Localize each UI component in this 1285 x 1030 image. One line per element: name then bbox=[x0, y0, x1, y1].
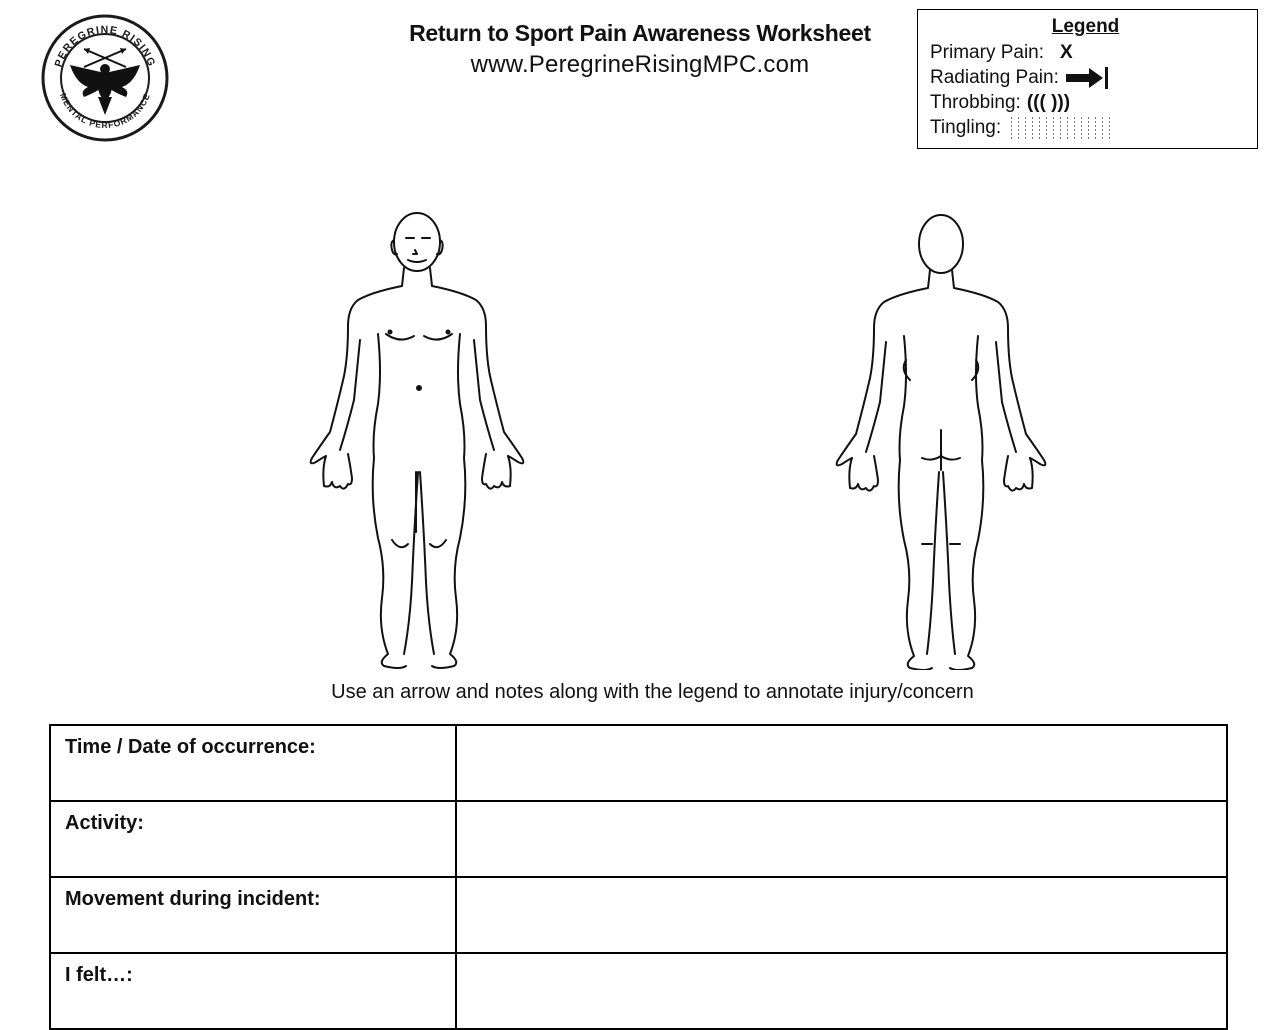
logo-top-text: PEREGRINE RISING bbox=[52, 23, 158, 69]
logo-bottom-text: MENTAL PERFORMANCE bbox=[57, 91, 152, 131]
legend-label: Tingling: bbox=[930, 116, 1002, 138]
legend-box bbox=[917, 9, 1258, 149]
table-row bbox=[50, 953, 1227, 1029]
table-row bbox=[50, 725, 1227, 801]
table-row bbox=[50, 877, 1227, 953]
time-date-field[interactable] bbox=[456, 725, 1227, 801]
movement-field[interactable] bbox=[456, 877, 1227, 953]
activity-field[interactable] bbox=[456, 801, 1227, 877]
page-header bbox=[330, 20, 950, 79]
legend-radiating-pain bbox=[930, 65, 1245, 90]
i-felt-field[interactable] bbox=[456, 953, 1227, 1029]
incident-form-table bbox=[49, 724, 1228, 1030]
page-title: Return to Sport Pain Awareness Worksheet bbox=[409, 20, 871, 46]
primary-pain-symbol: X bbox=[1060, 41, 1073, 63]
body-outline-front-icon bbox=[300, 210, 540, 670]
legend-label: Radiating Pain: bbox=[930, 66, 1059, 88]
body-outline-back-icon bbox=[826, 210, 1061, 670]
peregrine-rising-logo bbox=[40, 13, 170, 143]
legend-label: Primary Pain: bbox=[930, 41, 1045, 63]
legend-tingling bbox=[930, 115, 1245, 140]
svg-text:PEREGRINE RISING bbox=[52, 24, 157, 69]
tingling-pattern-icon bbox=[1011, 117, 1113, 139]
legend-title: Legend bbox=[1051, 16, 1120, 37]
table-row bbox=[50, 801, 1227, 877]
legend-primary-pain bbox=[930, 40, 1245, 65]
form-label: Activity: bbox=[50, 801, 456, 877]
annotation-instruction: Use an arrow and notes along with the legend to annotate injury/concern bbox=[331, 681, 974, 703]
arrow-right-bar-icon bbox=[1065, 66, 1111, 90]
website-url: www.PeregrineRisingMPC.com bbox=[470, 51, 810, 78]
form-label: I felt…: bbox=[50, 953, 456, 1029]
legend-throbbing bbox=[930, 90, 1245, 115]
form-label: Time / Date of occurrence: bbox=[50, 725, 456, 801]
throbbing-symbol: ((( ))) bbox=[1026, 91, 1071, 113]
form-label: Movement during incident: bbox=[50, 877, 456, 953]
falcon-icon bbox=[70, 48, 140, 115]
legend-label: Throbbing: bbox=[930, 91, 1021, 113]
